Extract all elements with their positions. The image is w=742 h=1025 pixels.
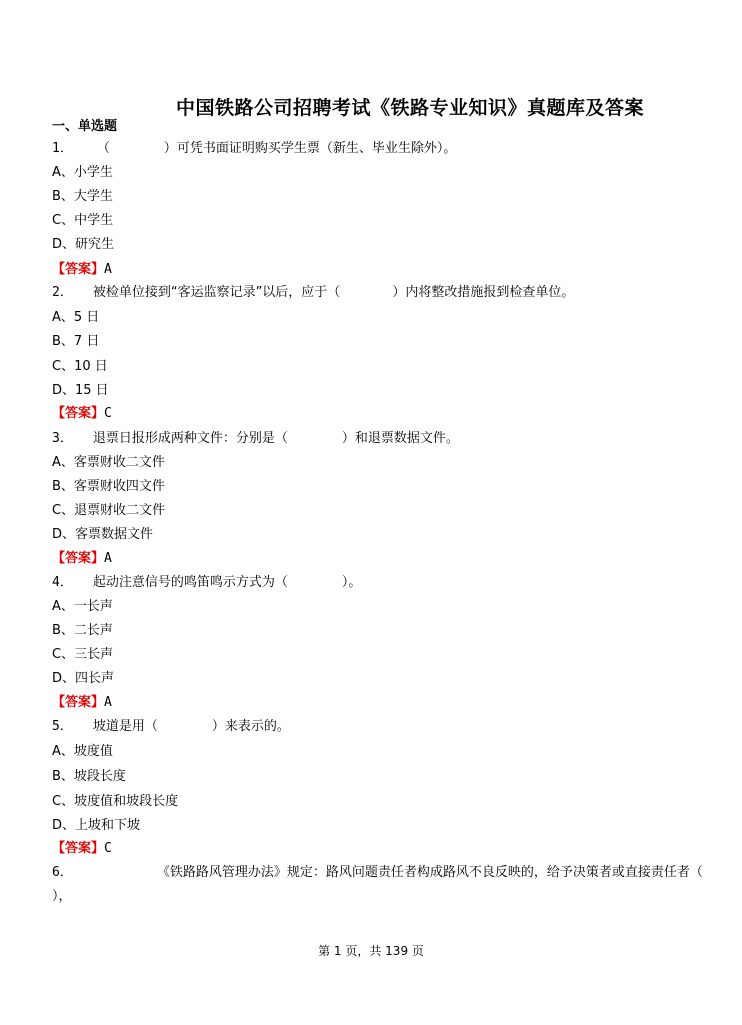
option: D、上坡和下坡: [52, 818, 141, 833]
option: C、退票财收二文件: [52, 503, 166, 518]
option: A、小学生: [52, 165, 113, 180]
question-text-after: ）来表示的。: [211, 719, 290, 734]
question-number: 5．: [52, 719, 73, 734]
question-text-after: ）。: [341, 575, 362, 590]
option: B、坡段长度: [52, 769, 126, 784]
question-stem: [52, 281, 574, 300]
option: C、10 日: [52, 359, 108, 374]
answer-value: A: [104, 551, 112, 566]
answer-label: 【答案】: [52, 262, 105, 277]
answer-line: [52, 691, 112, 710]
option: B、二长声: [52, 623, 113, 638]
question-number: 3．: [52, 431, 73, 446]
question-stem: [52, 715, 290, 734]
option: A、一长声: [52, 599, 113, 614]
question-number: 1．: [52, 141, 73, 156]
answer-line: [52, 547, 112, 566]
question-text-after: ）可凭书面证明购买学生票（新生、毕业生除外）。: [163, 141, 457, 156]
option: A、客票财收二文件: [52, 455, 165, 470]
question-stem: [52, 571, 361, 590]
question-number: 6．: [52, 865, 73, 880]
answer-label: 【答案】: [52, 406, 105, 421]
document-title: 中国铁路公司招聘考试《铁路专业知识》真题库及答案: [176, 97, 645, 119]
question-text-before: 被检单位接到“客运监察记录”以后，应于（: [92, 285, 341, 300]
answer-line: [52, 837, 112, 856]
option: D、客票数据文件: [52, 527, 154, 542]
answer-label: 【答案】: [52, 551, 105, 566]
question-stem: [52, 861, 703, 880]
section-heading: 一、单选题: [52, 119, 118, 134]
question-text-before: 坡道是用（: [92, 719, 158, 734]
question-text-after: ）内将整改措施报到检查单位。: [392, 285, 575, 300]
option: D、15 日: [52, 383, 109, 398]
option: A、坡度值: [52, 744, 113, 759]
question-text-after: ）和退票数据文件。: [341, 431, 459, 446]
page-footer: 第 1 页，共 139 页: [318, 944, 424, 958]
option: D、四长声: [52, 671, 115, 686]
option: B、大学生: [52, 189, 113, 204]
question-text-before: （: [96, 141, 110, 156]
question-text-before: 起动注意信号的鸣笛鸣示方式为（: [92, 575, 288, 590]
question-text: 《铁路路风管理办法》规定：路风问题责任者构成路风不良反映的，给予决策者或直接责任者（: [156, 865, 703, 880]
answer-label: 【答案】: [52, 841, 105, 856]
answer-value: A: [104, 262, 112, 277]
answer-line: [52, 402, 112, 421]
answer-value: A: [104, 695, 112, 710]
option: A、5 日: [52, 310, 100, 325]
option: C、坡度值和坡段长度: [52, 794, 179, 809]
option: B、7 日: [52, 334, 100, 349]
answer-value: C: [104, 841, 112, 856]
option: B、客票财收四文件: [52, 479, 165, 494]
question-text-before: 退票日报形成两种文件：分别是（: [92, 431, 288, 446]
answer-value: C: [104, 406, 112, 421]
question-number: 4．: [52, 575, 73, 590]
answer-label: 【答案】: [52, 695, 105, 710]
option: C、三长声: [52, 647, 114, 662]
question-continuation: ），: [52, 889, 72, 904]
question-stem: [52, 137, 456, 156]
option: C、中学生: [52, 213, 114, 228]
option: D、研究生: [52, 237, 115, 252]
question-number: 2．: [52, 285, 73, 300]
question-stem: [52, 427, 459, 446]
answer-line: [52, 258, 112, 277]
